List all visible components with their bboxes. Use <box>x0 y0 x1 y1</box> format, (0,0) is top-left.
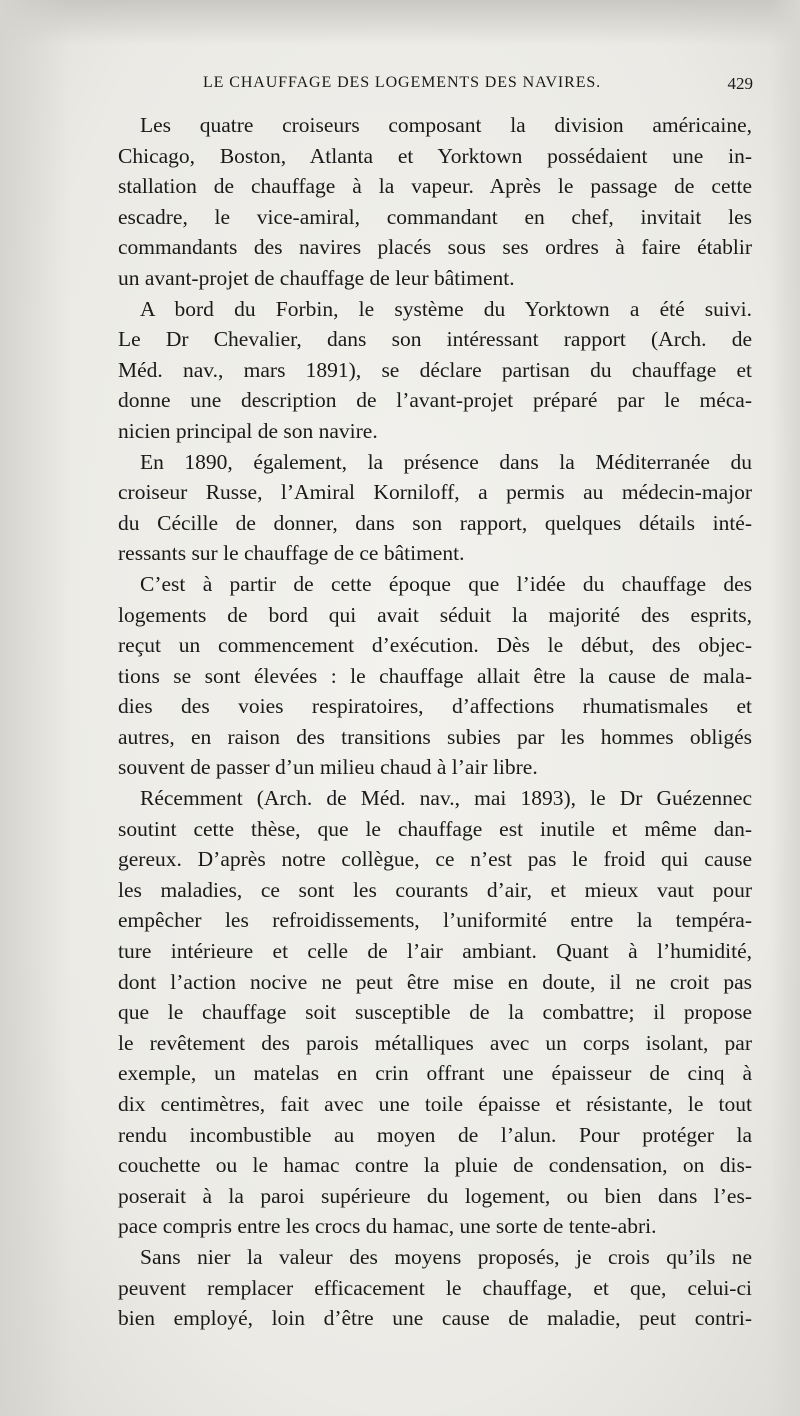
text-line: dies des voies respiratoires, d’affections rhumatismales et <box>118 694 752 719</box>
text-line: nicien principal de son navire. <box>118 418 378 443</box>
text-line: du Cécille de donner, dans son rapport, quelques détails inté- <box>118 510 752 535</box>
text-line: couchette ou le hamac contre la pluie de condensation, on dis- <box>118 1153 752 1178</box>
text-line: les maladies, ce sont les courants d’air, et mieux vaut pour <box>118 877 752 902</box>
text-line: Méd. nav., mars 1891), se déclare partisan du chauffage et <box>118 357 752 382</box>
text-line: gereux. D’après notre collègue, ce n’est pas le froid qui cause <box>118 847 752 872</box>
text-line: que le chauffage soit susceptible de la combattre; il propose <box>118 1000 752 1025</box>
text-line: le revêtement des parois métalliques avec un corps isolant, par <box>118 1030 752 1055</box>
text-line: bien employé, loin d’être une cause de maladie, peut contri- <box>118 1306 752 1331</box>
text-line: escadre, le vice-amiral, commandant en chef, invitait les <box>118 204 752 229</box>
text-line: Les quatre croiseurs composant la division américaine, <box>140 113 752 137</box>
text-line: dont l’action nocive ne peut être mise en doute, il ne croit pas <box>118 969 752 994</box>
text-line: rendu incombustible au moyen de l’alun. Pour protéger la <box>118 1122 752 1147</box>
text-line: exemple, un matelas en crin offrant une épaisseur de cinq à <box>118 1061 752 1086</box>
text-line: logements de bord qui avait séduit la majorité des esprits, <box>118 602 752 627</box>
text-line: ressants sur le chauffage de ce bâtiment. <box>118 541 465 566</box>
text-line: peuvent remplacer efficacement le chauffage, et que, celui-ci <box>118 1275 752 1300</box>
text-line: souvent de passer d’un milieu chaud à l’air libre. <box>118 755 538 780</box>
text-line: tions se sont élevées : le chauffage allait être la cause de mala- <box>118 663 752 688</box>
text-line: donne une description de l’avant-projet préparé par le méca- <box>118 388 752 413</box>
text-line: autres, en raison des transitions subies par les hommes obligés <box>118 724 752 749</box>
text-line: un avant-projet de chauffage de leur bâtiment. <box>118 265 515 290</box>
text-line: stallation de chauffage à la vapeur. Après le passage de cette <box>118 174 752 199</box>
text-line: croiseur Russe, l’Amiral Korniloff, a permis au médecin-major <box>118 480 752 505</box>
text-line: pace compris entre les crocs du hamac, une sorte de tente-abri. <box>118 1214 657 1239</box>
text-line: Récemment (Arch. de Méd. nav., mai 1893), le Dr Guézennec <box>140 786 752 811</box>
body-text <box>118 110 752 1334</box>
page-edge-shadow-left <box>0 0 70 1416</box>
text-line: Sans nier la valeur des moyens proposés, je crois qu’ils ne <box>140 1244 752 1269</box>
text-line: C’est à partir de cette époque que l’idée du chauffage des <box>140 571 752 596</box>
text-line: En 1890, également, la présence dans la Méditerranée du <box>140 449 752 474</box>
text-line: soutint cette thèse, que le chauffage est inutile et même dan- <box>118 816 752 841</box>
text-line: empêcher les refroidissements, l’uniformité entre la tempéra- <box>118 908 752 933</box>
text-line: A bord du Forbin, le système du Yorktown a été suivi. <box>140 296 752 321</box>
page-edge-shadow-right <box>770 0 800 1416</box>
text-line: ture intérieure et celle de l’air ambiant. Quant à l’humidité, <box>118 939 752 964</box>
page-edge-shadow-top <box>0 0 800 45</box>
text-line: commandants des navires placés sous ses ordres à faire établir <box>118 235 752 260</box>
text-line: poserait à la paroi supérieure du logement, ou bien dans l’es- <box>118 1183 752 1208</box>
text-line: dix centimètres, fait avec une toile épaisse et résistante, le tout <box>118 1092 752 1116</box>
text-line: reçut un commencement d’exécution. Dès le début, des objec- <box>118 633 752 658</box>
text-line: Le Dr Chevalier, dans son intéressant rapport (Arch. de <box>118 327 752 352</box>
page-number: 429 <box>727 74 753 93</box>
text-line: Chicago, Boston, Atlanta et Yorktown possédaient une in- <box>118 143 752 168</box>
running-title: LE CHAUFFAGE DES LOGEMENTS DES NAVIRES. <box>203 74 602 91</box>
